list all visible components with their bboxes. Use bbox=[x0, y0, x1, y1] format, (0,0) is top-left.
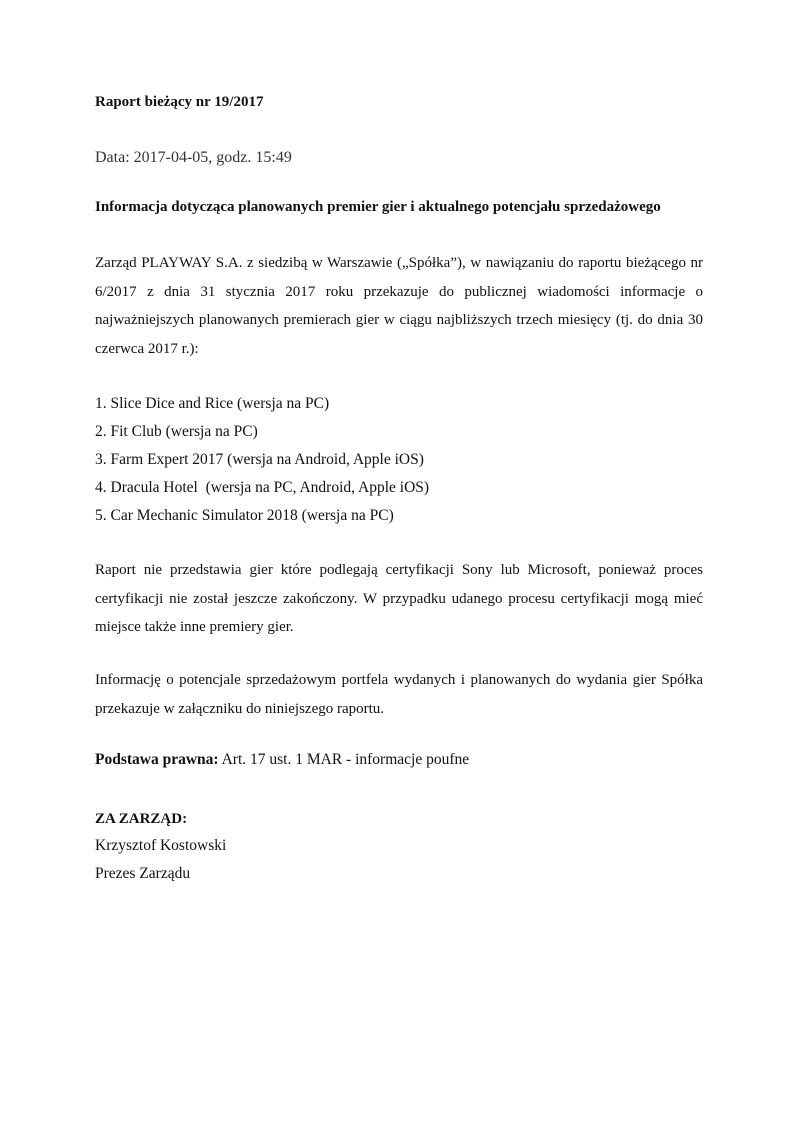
list-item: 4. Dracula Hotel (wersja na PC, Android, Apple iOS) bbox=[95, 479, 430, 496]
signatory-name: Krzysztof Kostowski bbox=[95, 837, 227, 854]
legal-basis-value: Art. 17 ust. 1 MAR - informacje poufne bbox=[218, 751, 470, 768]
report-subject: Informacja dotycząca planowanych premier gier i aktualnego potencjału sprzedażowego bbox=[95, 199, 661, 215]
signature-heading: ZA ZARZĄD: bbox=[95, 811, 188, 827]
legal-basis-label: Podstawa prawna: bbox=[95, 751, 219, 768]
list-item: 3. Farm Expert 2017 (wersja na Android, Apple iOS) bbox=[95, 451, 424, 468]
list-item: 5. Car Mechanic Simulator 2018 (wersja na PC) bbox=[95, 507, 394, 524]
legal-basis bbox=[95, 751, 469, 769]
list-item: 1. Slice Dice and Rice (wersja na PC) bbox=[95, 395, 330, 412]
attachment-paragraph: Informację o potencjale sprzedażowym portfela wydanych i planowanych do wydania gier Spółka przekazuje w załączniku do niniejszego raportu. bbox=[95, 672, 703, 717]
report-title: Raport bieżący nr 19/2017 bbox=[95, 94, 264, 110]
report-date: Data: 2017-04-05, godz. 15:49 bbox=[95, 149, 292, 166]
intro-paragraph: Zarząd PLAYWAY S.A. z siedzibą w Warszawie („Spółka”), w nawiązaniu do raportu bieżącego nr 6/2017 z dnia 31 stycznia 2017 roku przekazuje do publicznej wiadomości informacje o najważniejszych planowanych premierach gier w ciągu najbliższych trzech miesięcy (tj. do dnia 30 czerwca 2017 r.): bbox=[95, 255, 703, 357]
games-list bbox=[95, 390, 429, 530]
list-item: 2. Fit Club (wersja na PC) bbox=[95, 423, 258, 440]
certification-paragraph: Raport nie przedstawia gier które podlegają certyfikacji Sony lub Microsoft, ponieważ proces certyfikacji nie został jeszcze zakończony. W przypadku udanego procesu certyfikacji mogą mieć miejsce także inne premiery gier. bbox=[95, 562, 703, 635]
signatory-role: Prezes Zarządu bbox=[95, 865, 191, 882]
